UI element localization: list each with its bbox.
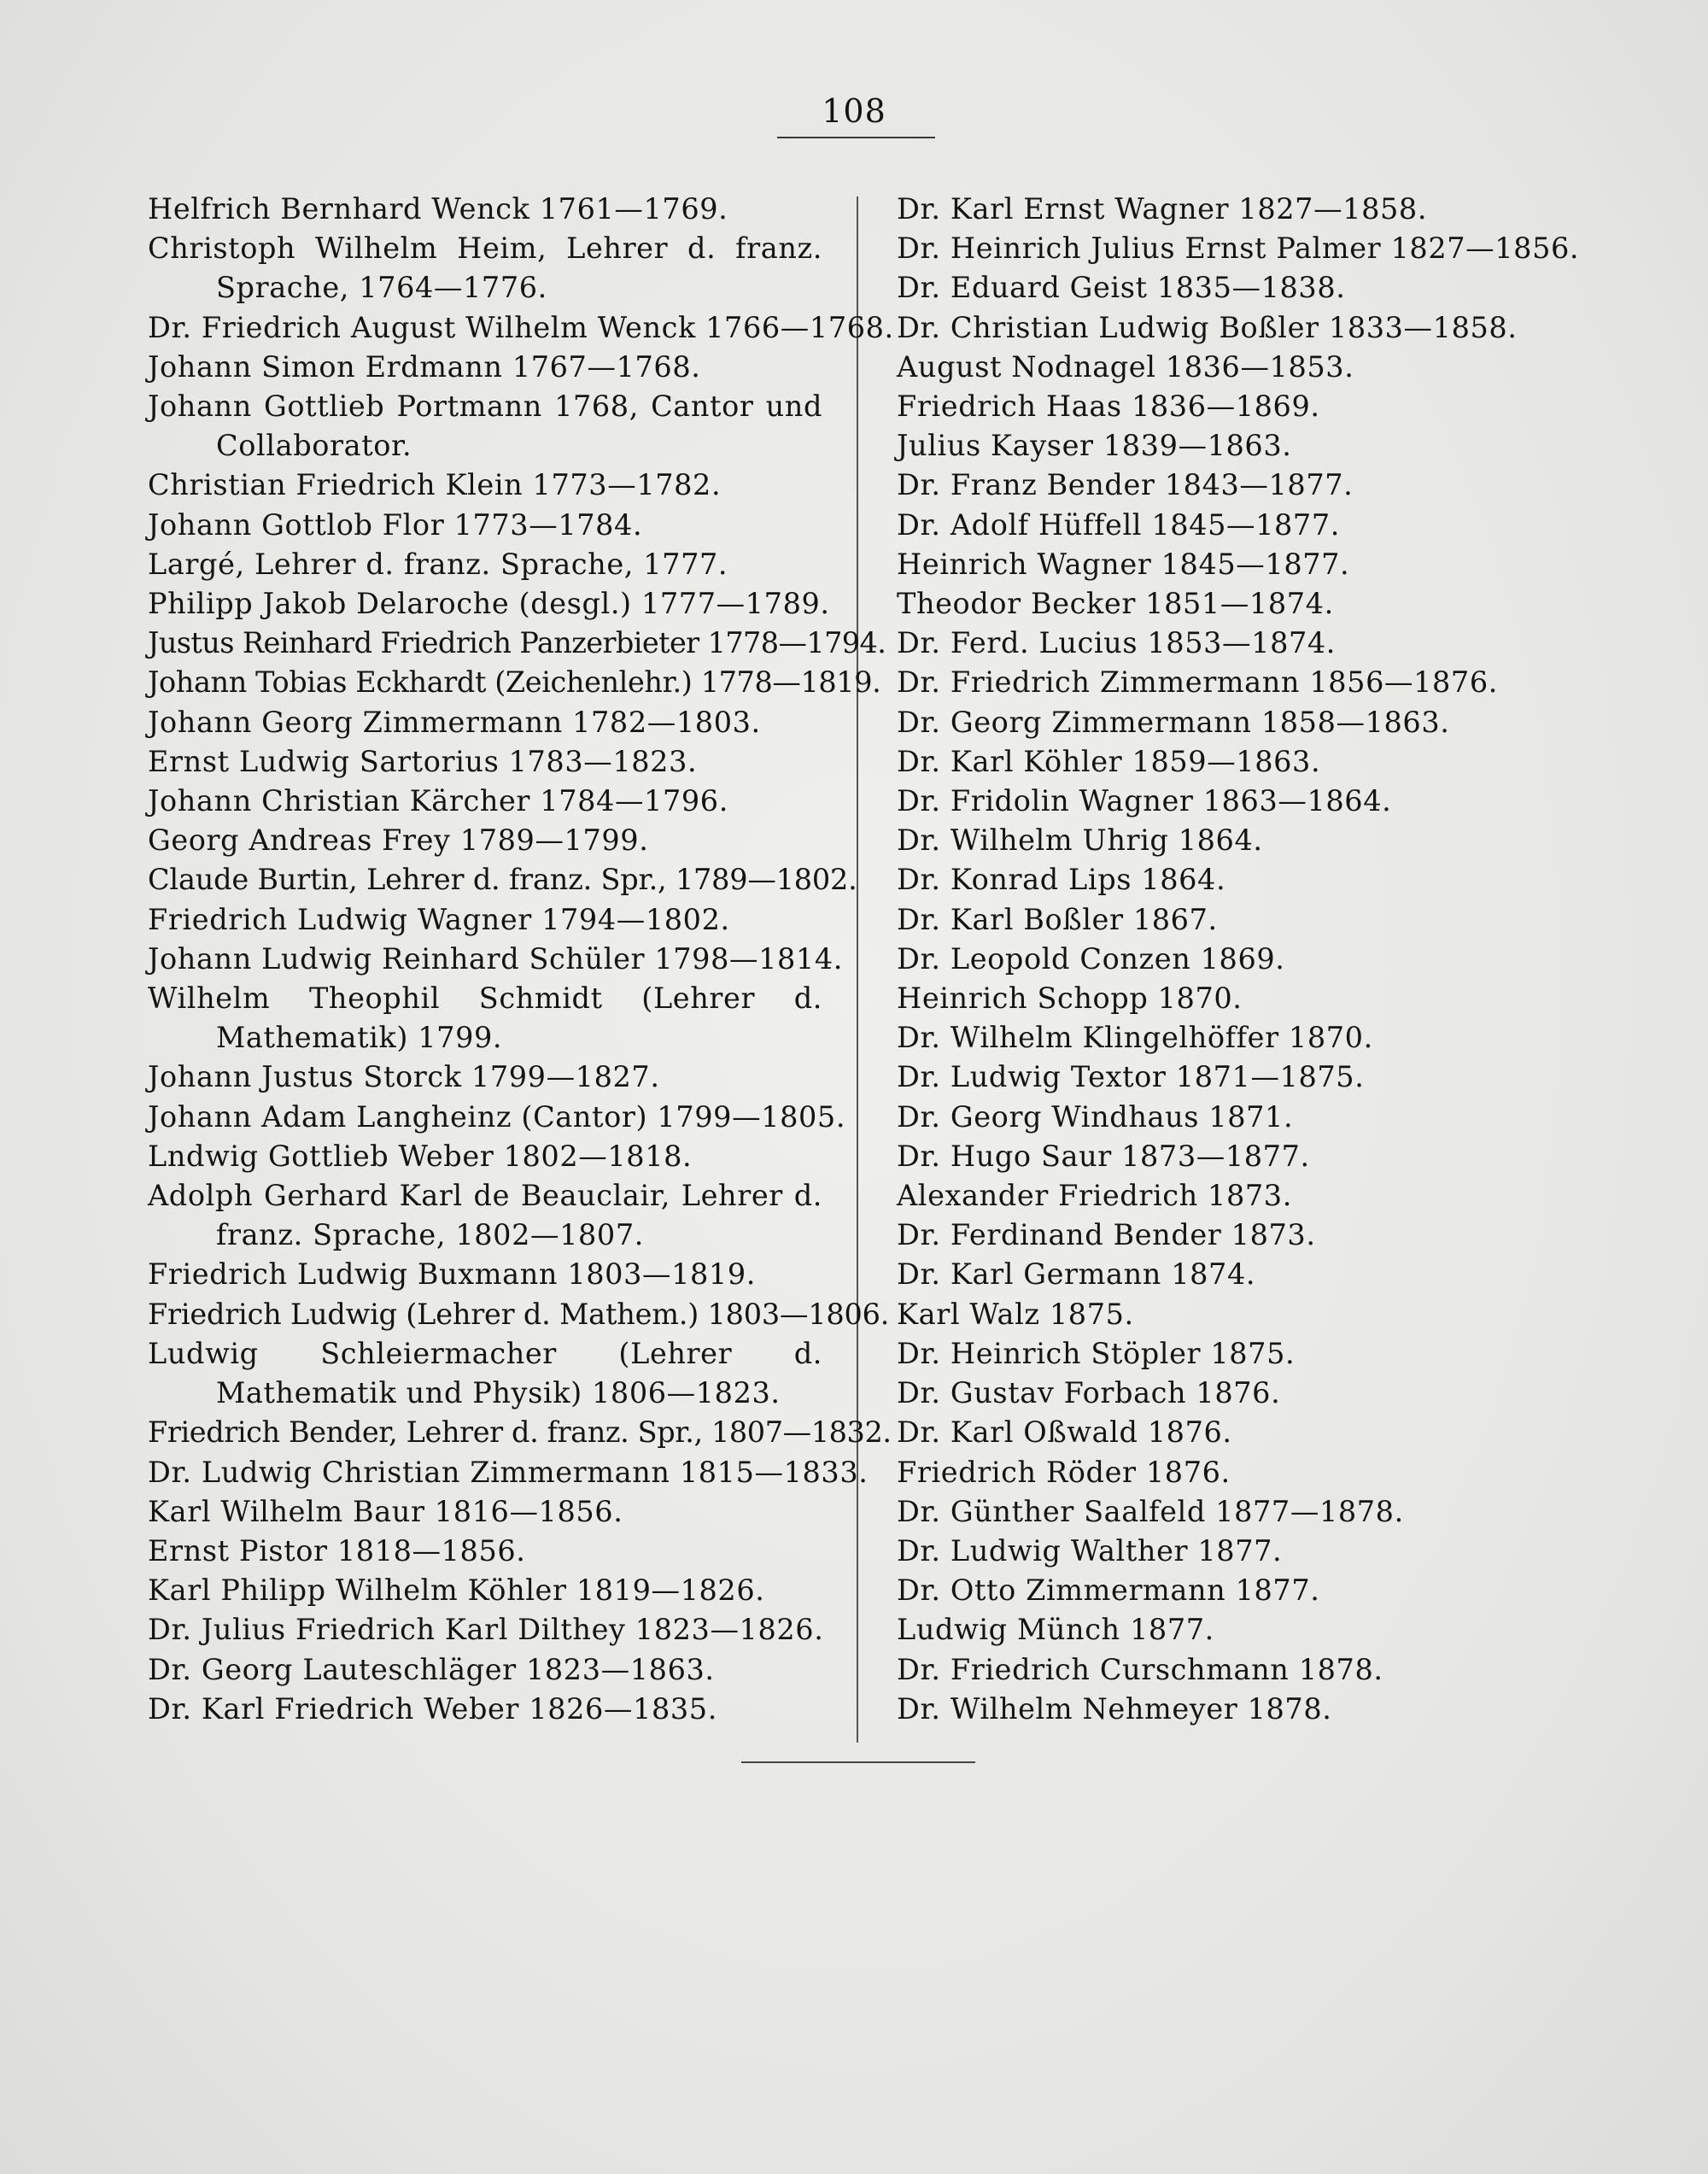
column-divider [857, 196, 858, 1743]
right-column-list [897, 190, 1665, 1729]
list-item: Dr. Friedrich August Wilhelm Wenck 1766—1768. [148, 310, 894, 344]
list-item: Justus Reinhard Friedrich Panzerbieter 1778—1794. [148, 626, 886, 660]
list-item: Dr. Franz Bender 1843—1877. [897, 468, 1354, 502]
list-item: Dr. Karl Boßler 1867. [897, 902, 1218, 936]
list-item: Dr. Ferdinand Bender 1873. [897, 1218, 1316, 1252]
list-item: Johann Christian Kärcher 1784—1796. [148, 784, 728, 818]
list-item: Dr. Georg Windhaus 1871. [897, 1099, 1294, 1134]
list-item: Dr. Adolf Hüffell 1845—1877. [897, 507, 1341, 542]
list-item: Dr. Fridolin Wagner 1863—1864. [897, 784, 1392, 818]
list-item: Karl Walz 1875. [897, 1297, 1134, 1331]
list-item: Johann Gottlieb Portmann 1768, Cantor und Collaborator. [148, 390, 822, 463]
list-item: Dr. Ludwig Walther 1877. [897, 1533, 1283, 1568]
list-item: Dr. Eduard Geist 1835—1838. [897, 271, 1346, 305]
list-item: Dr. Günther Saalfeld 1877—1878. [897, 1494, 1404, 1528]
list-item: Heinrich Schopp 1870. [897, 982, 1243, 1016]
list-item: Friedrich Ludwig Wagner 1794—1802. [148, 902, 730, 936]
list-item: Dr. Karl Köhler 1859—1863. [897, 744, 1321, 778]
list-item: Georg Andreas Frey 1789—1799. [148, 823, 649, 858]
list-item: Dr. Karl Germann 1874. [897, 1257, 1256, 1292]
page-number: 108 [822, 92, 886, 130]
list-item: Claude Burtin, Lehrer d. franz. Spr., 1789—1802. [148, 863, 857, 897]
list-item: Dr. Hugo Saur 1873—1877. [897, 1139, 1310, 1173]
list-item: Christoph Wilhelm Heim, Lehrer d. franz. Sprache, 1764—1776. [148, 231, 822, 305]
list-item: Johann Georg Zimmermann 1782—1803. [148, 705, 761, 739]
list-item: Helfrich Bernhard Wenck 1761—1769. [148, 192, 728, 226]
list-item: Karl Wilhelm Baur 1816—1856. [148, 1494, 623, 1528]
list-item: Johann Adam Langheinz (Cantor) 1799—1805. [148, 1099, 846, 1134]
list-item: Ernst Ludwig Sartorius 1783—1823. [148, 744, 698, 778]
list-item: Dr. Friedrich Curschmann 1878. [897, 1652, 1383, 1686]
left-column-list [148, 190, 894, 1729]
list-item: Dr. Georg Zimmermann 1858—1863. [897, 705, 1450, 739]
list-item: Philipp Jakob Delaroche (desgl.) 1777—1789. [148, 587, 830, 621]
list-item: Wilhelm Theophil Schmidt (Lehrer d. Mathematik) 1799. [148, 982, 822, 1055]
list-item: Ludwig Schleiermacher (Lehrer d. Mathematik und Physik) 1806—1823. [148, 1336, 822, 1410]
list-item: Johann Simon Erdmann 1767—1768. [148, 349, 701, 384]
list-item: Johann Gottlob Flor 1773—1784. [148, 507, 643, 542]
list-item: Dr. Georg Lauteschläger 1823—1863. [148, 1652, 715, 1686]
list-item: Dr. Julius Friedrich Karl Dilthey 1823—1826. [148, 1613, 824, 1647]
list-item: Ludwig Münch 1877. [897, 1613, 1214, 1647]
list-item: Dr. Friedrich Zimmermann 1856—1876. [897, 665, 1499, 700]
list-item: Lndwig Gottlieb Weber 1802—1818. [148, 1139, 693, 1173]
list-item: Dr. Ferd. Lucius 1853—1874. [897, 626, 1337, 660]
list-item: Friedrich Röder 1876. [897, 1455, 1231, 1489]
list-item: Dr. Gustav Forbach 1876. [897, 1376, 1281, 1410]
list-item: Dr. Karl Friedrich Weber 1826—1835. [148, 1691, 717, 1726]
list-item: Dr. Konrad Lips 1864. [897, 863, 1226, 897]
list-item: Alexander Friedrich 1873. [897, 1179, 1292, 1213]
list-item: Friedrich Ludwig Buxmann 1803—1819. [148, 1257, 756, 1292]
list-item: Dr. Otto Zimmermann 1877. [897, 1573, 1320, 1608]
list-item: Largé, Lehrer d. franz. Sprache, 1777. [148, 547, 728, 581]
list-item: Dr. Wilhelm Klingelhöffer 1870. [897, 1021, 1373, 1055]
list-item: Dr. Karl Oßwald 1876. [897, 1415, 1232, 1450]
list-item: Adolph Gerhard Karl de Beauclair, Lehrer d. franz. Sprache, 1802—1807. [148, 1179, 822, 1252]
list-item: Heinrich Wagner 1845—1877. [897, 547, 1350, 581]
list-item: Karl Philipp Wilhelm Köhler 1819—1826. [148, 1573, 765, 1608]
list-item: Dr. Ludwig Textor 1871—1875. [897, 1060, 1365, 1094]
list-item: Dr. Heinrich Stöpler 1875. [897, 1336, 1296, 1370]
list-item: Johann Tobias Eckhardt (Zeichenlehr.) 1778—1819. [148, 665, 881, 700]
list-item: Johann Ludwig Reinhard Schüler 1798—1814. [148, 941, 844, 976]
list-item: Theodor Becker 1851—1874. [897, 587, 1334, 621]
list-item: Dr. Christian Ludwig Boßler 1833—1858. [897, 310, 1518, 344]
list-item: Friedrich Haas 1836—1869. [897, 390, 1320, 424]
list-item: Christian Friedrich Klein 1773—1782. [148, 468, 722, 502]
list-item: August Nodnagel 1836—1853. [897, 349, 1354, 384]
list-item: Dr. Wilhelm Nehmeyer 1878. [897, 1691, 1332, 1726]
header-rule [777, 137, 935, 138]
list-item: Dr. Leopold Conzen 1869. [897, 941, 1285, 976]
list-item: Ernst Pistor 1818—1856. [148, 1533, 526, 1568]
list-item: Johann Justus Storck 1799—1827. [148, 1060, 660, 1094]
list-item: Julius Kayser 1839—1863. [897, 429, 1292, 463]
list-item: Dr. Wilhelm Uhrig 1864. [897, 823, 1263, 858]
list-item: Friedrich Ludwig (Lehrer d. Mathem.) 1803—1806. [148, 1297, 890, 1331]
footer-rule [741, 1761, 975, 1763]
list-item: Friedrich Bender, Lehrer d. franz. Spr., 1807—1832. [148, 1415, 892, 1450]
list-item: Dr. Ludwig Christian Zimmermann 1815—1833. [148, 1455, 869, 1489]
list-item: Dr. Karl Ernst Wagner 1827—1858. [897, 192, 1428, 226]
list-item: Dr. Heinrich Julius Ernst Palmer 1827—1856. [897, 231, 1580, 266]
